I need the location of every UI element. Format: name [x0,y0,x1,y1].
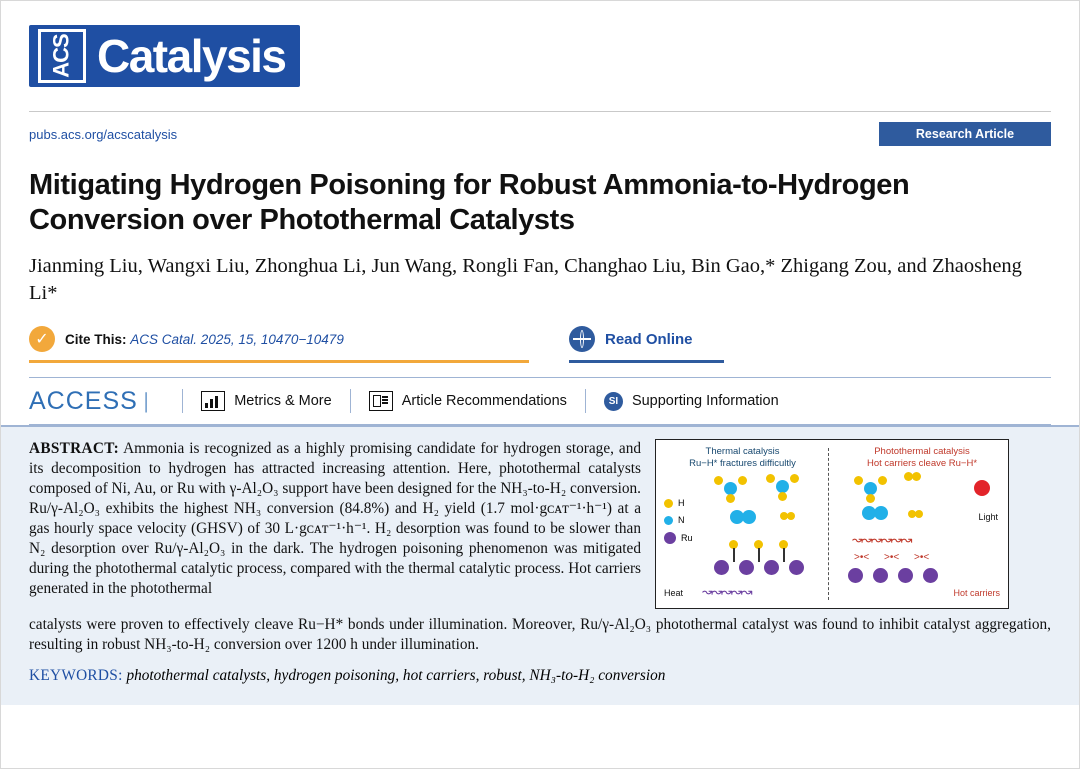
article-list-icon [369,391,393,411]
recommendations-label: Article Recommendations [401,393,567,410]
divider [585,389,586,413]
heat-label: Heat [664,588,684,599]
heat-wave-icon: ↝↝↝↝↝ [702,584,752,600]
access-separator: | [143,388,149,414]
h2-molecule [904,472,930,486]
masthead-divider [29,111,1051,112]
cite-reference: ACS Catal. 2025, 15, 10470−10479 [130,331,344,347]
toc-legend [664,498,693,551]
legend-label-n: N [678,515,685,526]
cite-label: Cite This: [65,331,127,347]
keywords-heading: KEYWORDS: [29,667,123,685]
supporting-information-button[interactable] [604,392,779,411]
toc-left-title-line1: Thermal catalysis [705,446,780,458]
nh3-molecule [764,474,804,500]
abstract-top-row [29,439,1051,609]
light-label: Light [978,512,998,523]
abstract-body-bottom: catalysts were proven to effectively cleave Ru−H* bonds under illumination. Moreover, Ru/γ-Al₂O₃ photothermal catalyst was found to inhibit catalyst aggregation, resulting in robust NH₃-to-H₂ conversion over 1200 h under illumination. [29,616,1051,654]
author-names: Jianming Liu, Wangxi Liu, Zhonghua Li, Jun Wang, Rongli Fan, Changhao Liu, Bin Gao,* Zhigang Zou, and Zhaosheng Li* [29,254,1022,305]
check-icon: ✓ [29,326,55,352]
nh3-molecule [712,476,752,502]
journal-info-row [29,122,1051,146]
toc-graphic: Thermal catalysis Ru−H* fractures difficultly Photothermal catalysis Hot carriers cleave Ru−H* H N Ru ↝↝↝↝↝ Heat Light ↝↝↝↝↝↝ >•< >•< >•< Hot carriers [655,439,1009,609]
h-dot-icon [664,499,673,508]
toc-left-title [670,446,815,470]
si-badge-icon: SI [604,392,623,411]
journal-name: Catalysis [97,30,286,82]
read-online-button[interactable] [569,326,724,363]
journal-masthead [1,1,1079,97]
abstract-section [1,425,1079,705]
article-recommendations-button[interactable] [369,391,567,411]
legend-item-n [664,515,693,525]
acs-logo-mark [35,31,89,81]
metrics-label: Metrics & More [234,393,332,410]
ru-dot-icon [664,532,676,544]
n2-molecule [862,506,896,522]
bar-chart-icon [201,391,225,411]
abstract-body-top: Ammonia is recognized as a highly promising candidate for hydrogen storage, and its decomposition to hydrogen has attracted increasing attention. Here, photothermal catalysts composed of Ni, Au, or Ru with γ-Al₂O₃ support have been designed for the NH₃-to-H₂ conversion. Ru/γ-Al₂O₃ exhibits the highest NH₃ conversion (84.8%) and H₂ yield (1.7 mol·gᴄᴀᴛ⁻¹·h⁻¹) at a gas hourly space velocity (GHSV) of 30 L·gᴄᴀᴛ⁻¹·h⁻¹. H₂ desorption was found to be slower than N₂ desorption over Ru/γ-Al₂O₃ in the dark. The hydrogen poisoning phenomenon was mitigated during the photothermal catalytic process, compared with the thermal catalytic process. Hot carriers generated in the photothermal [29,440,641,598]
article-type-badge: Research Article [879,122,1051,146]
toc-divider [828,448,829,600]
abstract-text-column [29,439,641,599]
h2-molecule [780,512,802,524]
access-label[interactable]: ACCESS [29,386,138,415]
nh3-molecule [852,476,892,502]
access-bar [29,377,1051,425]
cite-row [29,326,1051,363]
n-dot-icon [664,516,673,525]
cite-this-block[interactable] [29,326,529,363]
read-online-label: Read Online [605,330,693,348]
acs-logo-box [38,29,86,83]
globe-icon [569,326,595,352]
toc-right-title-line2: Hot carriers cleave Ru−H* [866,457,978,469]
toc-right-title-line1: Photothermal catalysis [874,446,970,458]
divider [350,389,351,413]
light-source-icon [974,480,990,496]
keywords-row [29,667,1051,685]
acs-logo-text: ACS [49,34,75,78]
toc-right-title [842,446,1002,470]
cite-text [65,332,344,347]
toc-left-title-line2: Ru−H* fractures difficultly [689,457,796,469]
author-list [29,253,1051,308]
metrics-and-more-button[interactable] [201,391,332,411]
legend-item-ru [664,532,693,544]
h2-molecule [908,510,930,522]
legend-label-h: H [678,498,685,509]
legend-label-ru: Ru [681,533,693,544]
hot-carriers-label: Hot carriers [953,588,1000,599]
legend-item-h [664,498,693,508]
keywords-list: photothermal catalysts, hydrogen poisoning, hot carriers, robust, NH₃-to-H₂ conversion [126,667,666,685]
n2-molecule [730,510,764,526]
divider [182,389,183,413]
journal-url[interactable]: pubs.acs.org/acscatalysis [29,126,178,142]
acs-catalysis-logo [29,25,300,87]
abstract-heading: ABSTRACT: [29,440,119,458]
supporting-information-label: Supporting Information [631,393,779,410]
photon-wave-icon: ↝↝↝↝↝↝ [852,532,912,548]
page-title: Mitigating Hydrogen Poisoning for Robust Ammonia-to-Hydrogen Conversion over Photothermal Catalysts [29,169,910,237]
